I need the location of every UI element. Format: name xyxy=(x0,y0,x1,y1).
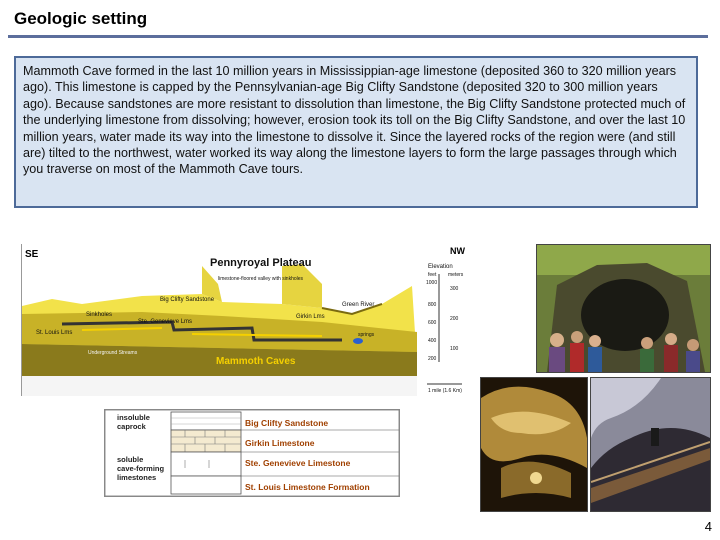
boardwalk-photo xyxy=(590,377,711,512)
cave-label-line1: soluble xyxy=(117,455,144,464)
sinkholes-label: Sinkholes xyxy=(86,312,113,318)
scale-label: 1 mile (1.6 Km) xyxy=(428,388,462,394)
underground-streams-label: Underground Streams xyxy=(88,350,138,356)
big-clifty-label: Big Clifty Sandstone xyxy=(160,297,215,303)
layer-st-louis: St. Louis Limestone Formation xyxy=(245,482,370,492)
cave-entrance-photo xyxy=(536,244,711,373)
layer-big-clifty: Big Clifty Sandstone xyxy=(245,418,329,428)
elevation-title: Elevation xyxy=(428,264,453,270)
cross-section-diagram xyxy=(21,244,471,396)
elev-ft-2: 600 xyxy=(428,320,437,326)
description-text: Mammoth Cave formed in the last 10 million years in Mississippian-age limestone (deposited 360 to 320 million years ago). This limestone is capped by the Pennsylvanian-age Big Clifty Sandstone (deposited 320 to 300 million years ago). Because sandstones are more resistant to dissolution than limestone, the Big Clifty Sandstone protected much of the underlying limestone from dissolving; however, erosion took its toll on the Big Clifty Sandstone, and over the last 10 million years, water made its way into the limestone to dissolve it. Since the layered rocks of the region were (and still are) tilted to the northwest, water worked its way along the limestone layers to form the large passages through which you traverse on most of the Mammoth Cave tours. xyxy=(23,64,686,177)
green-river-label: Green River xyxy=(342,302,375,308)
title-underline xyxy=(8,35,708,38)
description-textbox xyxy=(14,56,698,208)
stratigraphy-legend xyxy=(104,409,400,497)
cave-label-line3: limestones xyxy=(117,473,157,482)
springs-marker xyxy=(353,338,363,344)
direction-nw: NW xyxy=(450,246,465,256)
elev-m-2: 100 xyxy=(450,346,459,352)
mammoth-caves-label: Mammoth Caves xyxy=(216,356,296,367)
layer-girkin: Girkin Limestone xyxy=(245,438,315,448)
elev-ft-4: 200 xyxy=(428,356,437,362)
layer-ste-genevieve: Ste. Genevieve Limestone xyxy=(245,458,351,468)
elev-m-1: 200 xyxy=(450,316,459,322)
springs-label: springs xyxy=(358,332,375,338)
cave-passage-photo xyxy=(480,377,588,512)
caprock-label-line1: insoluble xyxy=(117,413,150,422)
elev-ft-1: 800 xyxy=(428,302,437,308)
valley-note: limestone-floored valley with sinkholes xyxy=(218,276,304,282)
caprock-label-line2: caprock xyxy=(117,422,146,431)
st-louis-label: St. Louis Lms xyxy=(36,330,73,336)
page-number: 4 xyxy=(704,519,712,534)
cave-label-line2: cave-forming xyxy=(117,464,165,473)
unit-feet: feet xyxy=(428,272,437,278)
girkin-label: Girkin Lms xyxy=(296,314,325,320)
unit-meters: meters xyxy=(448,272,464,278)
slide-title: Geologic setting xyxy=(14,9,148,28)
ste-genevieve-label: Ste. Genevieve Lms xyxy=(138,319,193,325)
cross-section-svg xyxy=(22,244,471,396)
elev-m-0: 300 xyxy=(450,286,459,292)
plateau-label: Pennyroyal Plateau xyxy=(210,257,312,269)
elev-ft-0: 1000 xyxy=(426,280,438,286)
direction-se: SE xyxy=(25,249,39,260)
elev-ft-3: 400 xyxy=(428,338,437,344)
